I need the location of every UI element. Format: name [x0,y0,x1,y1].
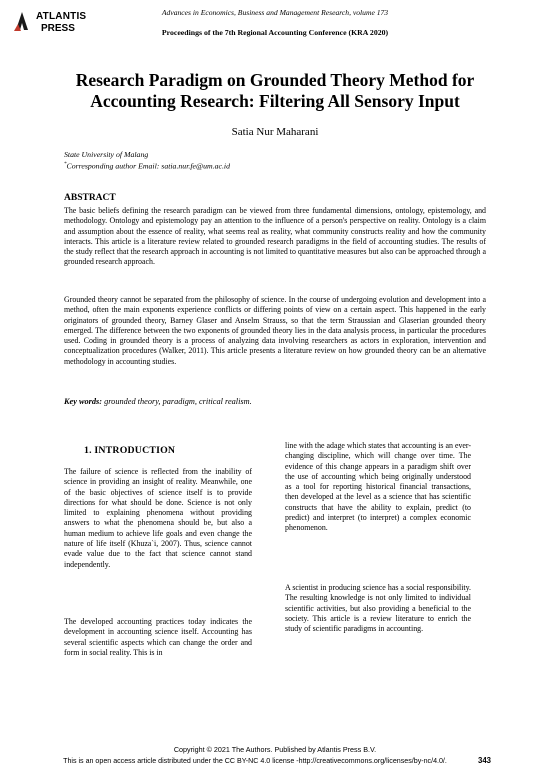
intro-paragraph-4: A scientist in producing science has a social responsibility. The resulting knowledge is not only limited to individual scientific activities, but also providing a beneficial to the society. This article is a review literature to enrich the study of scientific paradigms in accounting. [285,583,471,634]
abstract-paragraph-1: The basic beliefs defining the research paradigm can be viewed from three fundamental dimensions, ontology, epistemology, and methodology. Ontology and epistemology pay an attention to the influence of a person's perspective on reality. Ontology is a claim and assumption about the essence of reality, what seems real as reality, what community constructs reality and how the community interacts. This article is a literature review related to grounded research paradigms in the field of accounting studies. The results of the study reflect that the research approach in accounting is not limited to quantitative measures but also can be approached through a grounded research approach. [64,206,486,267]
abstract-paragraph-2: Grounded theory cannot be separated from the philosophy of science. In the course of undergoing evolution and development into a method, often the main exponents experience conflicts or differing points of view on a certain aspect. This happened in the early originators of grounded theory, Barney Glaser and Anselm Strauss, so that the term Straussian and Glaserian grounded theory emerged. The difference between the two exponents of grounded theory lies in the data analysis process, in particular the procedures used. Coding in grounded theory is a process of analyzing data involving researchers as actors in exploration, intervention and conceptualization procedures (Walker, 2011). This article presents a literature review on how grounded theory can be an alternative methodology in accounting studies. [64,295,486,366]
intro-paragraph-3: line with the adage which states that accounting is an ever-changing discipline, which will change over time. The evidence of this change appears in a paradigm shift over the use of accounting which being originally understood as a tool for reporting historical financial transactions, then developed at the level as a science that has scientific constructs that have the ability to explain, predict (to predict) and interpret (to interpret) a complex economic phenomenon. [285,441,471,533]
license-notice: This is an open access article distributed under the CC BY-NC 4.0 license -http://creativecommons.org/licenses/by-nc/4.0/. [63,757,447,765]
intro-paragraph-1: The failure of science is reflected from the inability of science in providing an insight of reality. Meanwhile, one of the basic objectives of science itself is to provide directions for what should be done. Science is not only limited to explaining phenomena without providing answers to what the phenomena should be, but also a human medium to achieve life goals and even change the nature of life itself (Khuza`i, 2007). Thus, science cannot evade value due to the fact that science cannot stand independently. [64,467,252,569]
logo-text-atlantis: ATLANTIS [36,11,87,22]
affiliation-block [64,150,230,172]
keywords [64,397,486,406]
paper-title [40,70,510,112]
corresponding-author [64,160,230,172]
intro-paragraph-2: The developed accounting practices today indicates the development in accounting science itself. Accounting has several scientific aspects which can change the order and form in social reality. This is in [64,617,252,657]
corresponding-mark: * [64,162,67,167]
logo-text-press: PRESS [41,23,75,34]
keywords-text: grounded theory, paradigm, critical realism. [104,397,252,406]
abstract-heading: ABSTRACT [64,193,116,203]
affiliation: State University of Malang [64,150,149,159]
copyright-notice: Copyright © 2021 The Authors. Published by Atlantis Press B.V. [173,745,377,754]
title-line-1: Research Paradigm on Grounded Theory Method for [75,70,475,90]
journal-name: Advances in Economics, Business and Management Research, volume 173 [161,8,389,17]
conference-name: Proceedings of the 7th Regional Accounting Conference (KRA 2020) [161,28,389,37]
keywords-label: Key words: [64,397,103,406]
corresponding-author-text: Corresponding author Email: satia.nur.fe@um.ac.id [66,161,230,171]
atlantis-press-logo-icon [14,10,30,32]
section-heading-introduction: 1. INTRODUCTION [84,445,176,456]
publisher-logo [14,10,87,36]
author-name: Satia Nur Maharani [231,126,319,138]
title-line-2: Accounting Research: Filtering All Sensory Input [90,91,460,111]
page-number: 343 [478,756,492,765]
